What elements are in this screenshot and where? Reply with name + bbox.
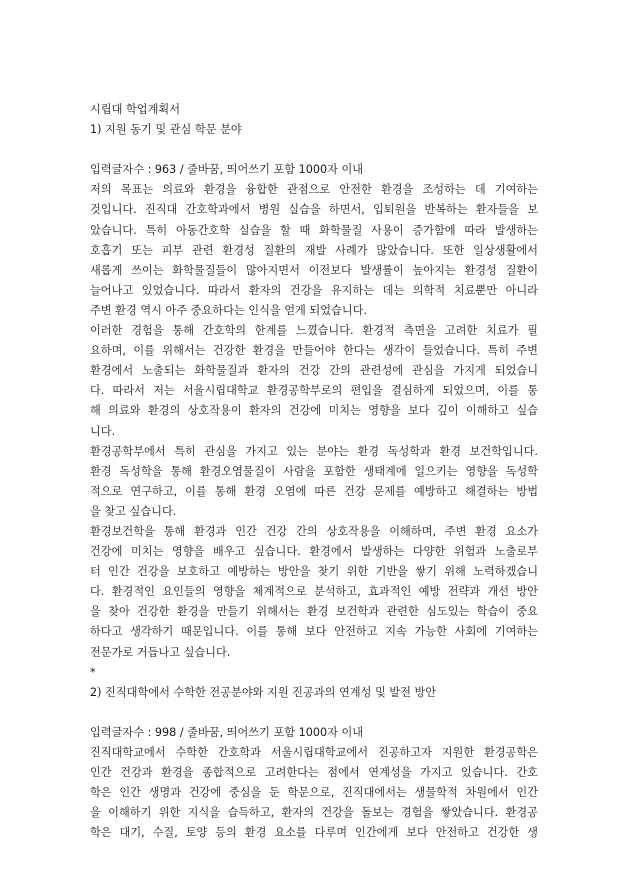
text-line: 요하며, 이를 위해서는 건강한 환경을 만들어야 한다는 생각이 들었습니다. 특히 주변 bbox=[90, 344, 538, 358]
text-line: 호흡기 또는 피부 관련 환경성 질환의 재발 사례가 많았습니다. 또한 일상생활에서 bbox=[90, 243, 538, 257]
spacer bbox=[90, 140, 538, 160]
text-line: 니다. bbox=[90, 424, 116, 438]
text-line: 이러한 경험을 통해 간호학의 한계를 느꼈습니다. 환경적 측면을 고려한 치료가 필 bbox=[90, 324, 538, 338]
text-line: 환경공학부에서 특히 관심을 가지고 있는 분야는 환경 독성학과 환경 보건학입니다. bbox=[90, 444, 538, 458]
text-line: 것입니다. 진직대 간호학과에서 병원 실습을 하면서, 입퇴원을 반복하는 환자들을 보 bbox=[90, 203, 538, 217]
text-line: 인간 건강과 환경을 종합적으로 고려한다는 점에서 연계성을 가지고 있습니다. 간호 bbox=[90, 766, 538, 780]
section1-char-count: 입력글자수 : 963 / 줄바꿈, 띄어쓰기 포함 1000자 이내 bbox=[90, 163, 364, 177]
document-page bbox=[90, 100, 538, 843]
text-line: 하다고 생각하기 때문입니다. 이를 통해 보다 안전하고 지속 가능한 사회에 기여하는 bbox=[90, 625, 538, 639]
text-line: 을 찾아 건강한 환경을 만들기 위해서는 환경 보건학과 관련한 심도있는 학습이 중요 bbox=[90, 605, 538, 619]
section1-body bbox=[90, 180, 538, 682]
section1-heading: 1) 지원 동기 및 관심 학문 분야 bbox=[90, 123, 242, 137]
text-line: 환경 독성학을 통해 환경오염물질이 사람을 포함한 생태계에 일으키는 영향을 독성학 bbox=[90, 464, 538, 478]
text-line: * bbox=[90, 665, 96, 679]
text-line: 저의 목표는 의료와 환경을 융합한 관점으로 안전한 환경을 조성하는 데 기여하는 bbox=[90, 183, 538, 197]
text-line: 을 찾고 싶습니다. bbox=[90, 504, 177, 518]
text-line: 적으로 연구하고, 이를 통해 환경 오염에 따른 건강 문제를 예방하고 해결하는 방법 bbox=[90, 484, 538, 498]
text-line: 았습니다. 특히 아동간호학 실습을 할 때 화학물질 사용이 증가함에 따라 발생하는 bbox=[90, 223, 538, 237]
section2-heading: 2) 진직대학에서 수학한 전공분야와 지원 진공과의 연계성 및 발전 방안 bbox=[90, 685, 437, 699]
text-line: 다. 환경적인 요인들의 영향을 체계적으로 분석하고, 효과적인 예방 전략과 개선 방안 bbox=[90, 585, 538, 599]
text-line: 학은 인간 생명과 건강에 중심을 둔 학문으로, 진직대에서는 생물학적 차원에서 인간 bbox=[90, 786, 538, 800]
section2-char-count: 입력글자수 : 998 / 줄바꿈, 띄어쓰기 포함 1000자 이내 bbox=[90, 725, 364, 739]
spacer bbox=[90, 703, 538, 723]
text-line: 전문가로 거듭나고 싶습니다. bbox=[90, 645, 231, 659]
text-line: 터 인간 건강을 보호하고 예방하는 방안을 찾기 위한 기반을 쌓기 위해 노력하겠습니 bbox=[90, 565, 538, 579]
text-line: 진직대학교에서 수학한 간호학과 서울시립대학교에서 진공하고자 지원한 환경공학은 bbox=[90, 746, 538, 759]
text-line: 환경보건학을 통해 환경과 인간 건강 간의 상호작용을 이해하며, 주변 환경 요소가 bbox=[90, 524, 538, 538]
text-line: 다. 따라서 저는 서울시립대학교 환경공학부로의 편입을 결심하게 되었으며, 이를 통 bbox=[90, 384, 538, 398]
text-line: 을 이해하기 위한 지식을 습득하고, 환자의 건강을 돌보는 경험을 쌓았습니다. 환경공 bbox=[90, 806, 538, 820]
text-line: 해 의료와 환경의 상호작용이 환자의 건강에 미치는 영향을 보다 깊이 이해하고 싶습 bbox=[90, 404, 538, 418]
text-line: 늘어나고 있었습니다. 따라서 환자의 건강을 유지하는 데는 의학적 치료뿐만 아니라 bbox=[90, 283, 538, 297]
section2-body bbox=[90, 743, 538, 843]
text-line: 주변 환경 역시 아주 중요하다는 인식을 얻게 되었습니다. bbox=[90, 303, 368, 317]
text-line: 학은 대기, 수질, 토양 등의 환경 요소를 다루며 인간에게 보다 안전하고 건강한 생 bbox=[90, 826, 538, 840]
text-line: 환경에서 노출되는 화학물질과 환자의 건강 간의 관련성에 관심을 가지게 되었습니 bbox=[90, 364, 538, 378]
text-line: 새롭게 쓰이는 화학물질들이 많아지면서 이전보다 발생률이 높아지는 환경성 질환이 bbox=[90, 263, 538, 277]
text-line: 건강에 미치는 영향을 배우고 싶습니다. 환경에서 발생하는 다양한 위험과 노출로부 bbox=[90, 545, 538, 559]
document-title: 시립대 학업계획서 bbox=[90, 103, 181, 116]
